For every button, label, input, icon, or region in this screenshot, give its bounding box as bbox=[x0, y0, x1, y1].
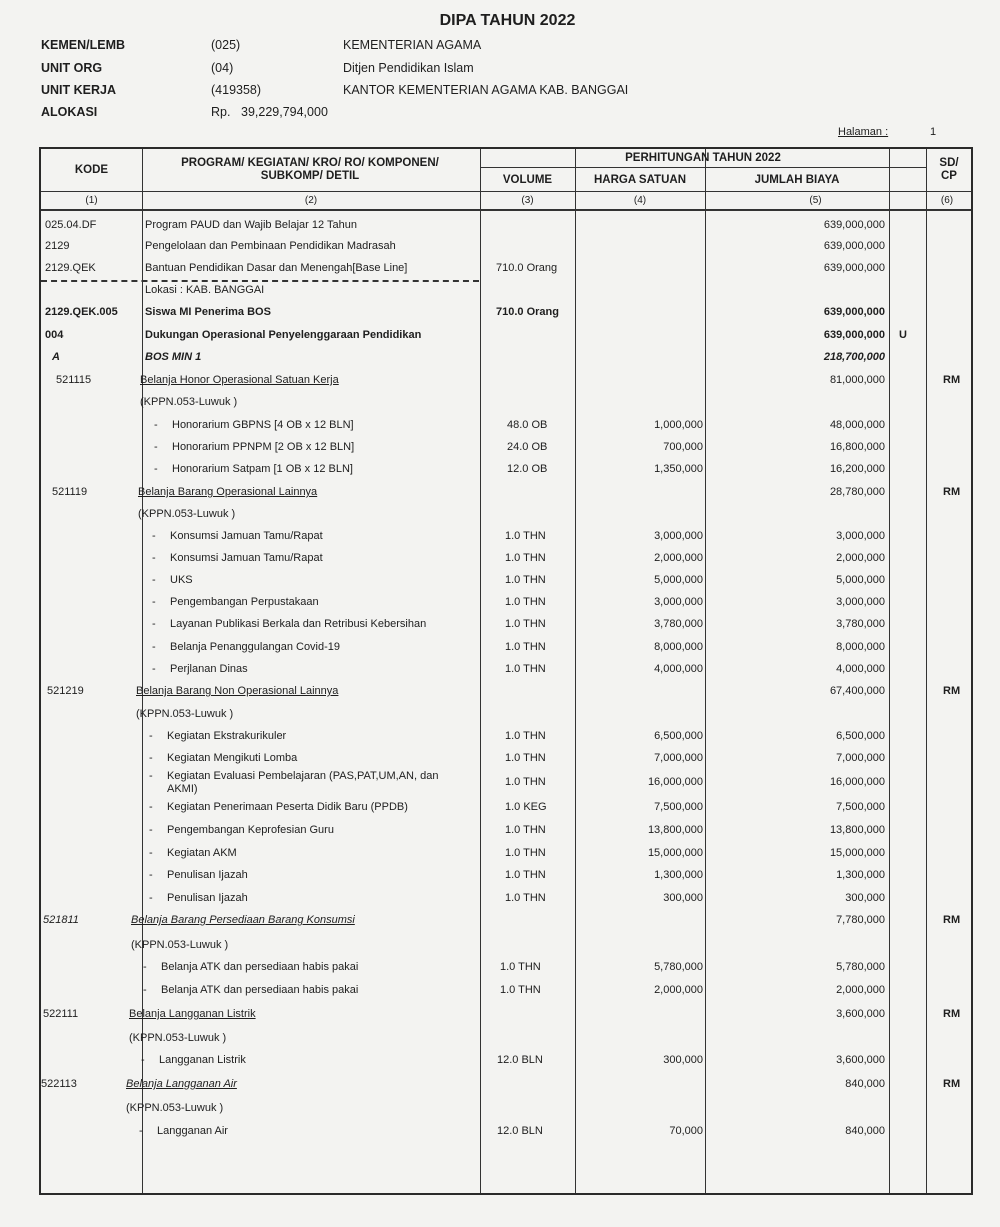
header-label: UNIT ORG bbox=[41, 61, 103, 75]
cell-uraian: (KPPN.053-Luwuk ) bbox=[126, 1102, 224, 1114]
cell-volume: 1.0 THN bbox=[505, 730, 546, 742]
cell-flag: U bbox=[899, 329, 907, 341]
cell-harga: 13,800,000 bbox=[647, 824, 703, 836]
cell-uraian: - UKS bbox=[170, 574, 193, 587]
cell-volume: 1.0 THN bbox=[505, 892, 546, 904]
colnum-4: (4) bbox=[633, 195, 647, 206]
cell-uraian: - Layanan Publikasi Berkala dan Retribusi Kebersihan bbox=[170, 618, 426, 631]
cell-kode: A bbox=[52, 351, 60, 363]
header-label: UNIT KERJA bbox=[41, 83, 117, 97]
cell-jumlah: 5,000,000 bbox=[836, 574, 885, 586]
cell-jumlah: 67,400,000 bbox=[829, 685, 885, 697]
colnum-6: (6) bbox=[940, 195, 954, 206]
cell-uraian: (KPPN.053-Luwuk ) bbox=[136, 708, 234, 720]
cell-volume: 1.0 THN bbox=[505, 824, 546, 836]
cell-volume: 1.0 THN bbox=[505, 530, 546, 542]
th-jumlah: JUMLAH BIAYA bbox=[754, 173, 840, 186]
cell-jumlah: 81,000,000 bbox=[829, 374, 885, 386]
cell-volume: 1.0 THN bbox=[505, 574, 546, 586]
cell-uraian: - Kegiatan Evaluasi Pembelajaran (PAS,PAT,UM,AN, dan AKMI) bbox=[167, 770, 457, 796]
cell-jumlah: 1,300,000 bbox=[836, 869, 885, 881]
cell-harga: 4,000,000 bbox=[654, 663, 703, 675]
cell-jumlah: 3,000,000 bbox=[836, 530, 885, 542]
header-label: ALOKASI bbox=[41, 105, 98, 119]
cell-uraian: - Pengembangan Keprofesian Guru bbox=[167, 824, 334, 837]
cell-uraian: - Kegiatan AKM bbox=[167, 847, 237, 860]
cell-harga: 70,000 bbox=[669, 1125, 703, 1137]
cell-uraian: - Kegiatan Ekstrakurikuler bbox=[167, 730, 286, 743]
cell-jumlah: 7,780,000 bbox=[836, 914, 885, 926]
cell-volume: 12.0 OB bbox=[507, 463, 548, 475]
cell-uraian: - Pengembangan Perpustakaan bbox=[170, 596, 319, 609]
cell-harga: 3,000,000 bbox=[654, 530, 703, 542]
cell-uraian: - Kegiatan Penerimaan Peserta Didik Baru (PPDB) bbox=[167, 801, 408, 814]
cell-jumlah: 15,000,000 bbox=[829, 847, 885, 859]
cell-harga: 2,000,000 bbox=[654, 984, 703, 996]
cell-kode: 521219 bbox=[47, 685, 84, 697]
cell-volume: 1.0 THN bbox=[505, 869, 546, 881]
cell-kode: 522111 bbox=[43, 1008, 79, 1020]
cell-volume: 1.0 KEG bbox=[505, 801, 547, 813]
cell-jumlah: 6,500,000 bbox=[836, 730, 885, 742]
cell-jumlah: 7,500,000 bbox=[836, 801, 885, 813]
header-unit-org bbox=[41, 61, 741, 75]
cell-jumlah: 3,600,000 bbox=[836, 1008, 885, 1020]
header-value: Ditjen Pendidikan Islam bbox=[343, 61, 474, 75]
page-number bbox=[838, 126, 937, 138]
cell-harga: 5,780,000 bbox=[654, 961, 703, 973]
cell-volume: 12.0 BLN bbox=[497, 1125, 543, 1137]
page-number-value: 1 bbox=[930, 126, 937, 138]
cell-jumlah: 8,000,000 bbox=[836, 641, 885, 653]
cell-jumlah: 2,000,000 bbox=[836, 552, 885, 564]
cell-uraian: - Konsumsi Jamuan Tamu/Rapat bbox=[170, 530, 323, 543]
cell-uraian: Siswa MI Penerima BOS bbox=[145, 306, 271, 318]
cell-jumlah: 4,000,000 bbox=[836, 663, 885, 675]
cell-kode: 2129 bbox=[45, 240, 70, 252]
header-label: KEMEN/LEMB bbox=[41, 38, 126, 52]
cell-jumlah: 2,000,000 bbox=[836, 984, 885, 996]
cell-sdcp: RM bbox=[943, 374, 961, 386]
cell-uraian: - Honorarium PPNPM [2 OB x 12 BLN] bbox=[172, 441, 354, 454]
cell-jumlah: 16,200,000 bbox=[829, 463, 885, 475]
cell-uraian: Program PAUD dan Wajib Belajar 12 Tahun bbox=[145, 219, 357, 231]
cell-volume: 1.0 THN bbox=[500, 984, 541, 996]
col-divider bbox=[705, 149, 706, 1193]
cell-uraian: Belanja Honor Operasional Satuan Kerja bbox=[140, 374, 339, 386]
cell-harga: 2,000,000 bbox=[654, 552, 703, 564]
header-value: 39,229,794,000 bbox=[241, 105, 328, 119]
cell-uraian: - Belanja ATK dan persediaan habis pakai bbox=[161, 984, 358, 997]
col-divider bbox=[926, 149, 927, 1193]
cell-kode: 521119 bbox=[52, 486, 88, 498]
cell-jumlah: 639,000,000 bbox=[823, 306, 885, 318]
cell-harga: 3,780,000 bbox=[654, 618, 703, 630]
cell-volume: 1.0 THN bbox=[505, 552, 546, 564]
cell-uraian: - Penulisan Ijazah bbox=[167, 869, 248, 882]
cell-jumlah: 16,800,000 bbox=[829, 441, 885, 453]
cell-uraian: (KPPN.053-Luwuk ) bbox=[129, 1032, 227, 1044]
cell-volume: 24.0 OB bbox=[507, 441, 548, 453]
cell-uraian: - Honorarium Satpam [1 OB x 12 BLN] bbox=[172, 463, 353, 476]
cell-jumlah: 16,000,000 bbox=[829, 776, 885, 788]
colnum-2: (2) bbox=[304, 195, 318, 206]
cell-uraian: Belanja Barang Persediaan Barang Konsumsi bbox=[131, 914, 355, 926]
cell-uraian: Belanja Barang Non Operasional Lainnya bbox=[136, 685, 339, 697]
col-divider bbox=[575, 149, 576, 1193]
cell-harga: 1,300,000 bbox=[654, 869, 703, 881]
cell-kode: 522113 bbox=[41, 1078, 77, 1090]
cell-sdcp: RM bbox=[943, 685, 961, 697]
cell-uraian: Lokasi : KAB. BANGGAI bbox=[145, 284, 265, 296]
cell-volume: 1.0 THN bbox=[505, 663, 546, 675]
cell-jumlah: 639,000,000 bbox=[823, 219, 885, 231]
th-harga: HARGA SATUAN bbox=[594, 173, 686, 186]
cell-harga: 3,000,000 bbox=[654, 596, 703, 608]
header-value: KEMENTERIAN AGAMA bbox=[343, 38, 482, 52]
header-value: KANTOR KEMENTERIAN AGAMA KAB. BANGGAI bbox=[343, 83, 629, 97]
cell-volume: 710.0 Orang bbox=[496, 306, 559, 318]
cell-uraian: Belanja Barang Operasional Lainnya bbox=[138, 486, 318, 498]
cell-uraian: - Kegiatan Mengikuti Lomba bbox=[167, 752, 297, 765]
header-kemen bbox=[41, 38, 741, 52]
cell-jumlah: 300,000 bbox=[845, 892, 885, 904]
cell-volume: 1.0 THN bbox=[505, 752, 546, 764]
cell-jumlah: 3,600,000 bbox=[836, 1054, 885, 1066]
cell-uraian: Bantuan Pendidikan Dasar dan Menengah[Base Line] bbox=[145, 262, 408, 274]
cell-uraian: - Penulisan Ijazah bbox=[167, 892, 248, 905]
cell-kode: 2129.QEK.005 bbox=[45, 306, 118, 318]
cell-sdcp: RM bbox=[943, 1008, 961, 1020]
cell-uraian: - Langganan Listrik bbox=[159, 1054, 246, 1067]
cell-uraian: BOS MIN 1 bbox=[145, 351, 202, 363]
header-code: (025) bbox=[211, 38, 241, 52]
cell-kode: 2129.QEK bbox=[45, 262, 96, 274]
cell-jumlah: 3,000,000 bbox=[836, 596, 885, 608]
header-code: Rp. bbox=[211, 105, 231, 119]
cell-harga: 1,000,000 bbox=[654, 419, 703, 431]
cell-uraian: - Langganan Air bbox=[157, 1125, 228, 1138]
cell-volume: 48.0 OB bbox=[507, 419, 548, 431]
cell-harga: 1,350,000 bbox=[654, 463, 703, 475]
cell-harga: 7,000,000 bbox=[654, 752, 703, 764]
cell-uraian: - Perjlanan Dinas bbox=[170, 663, 248, 676]
th-volume: VOLUME bbox=[502, 173, 553, 186]
cell-uraian: (KPPN.053-Luwuk ) bbox=[138, 508, 236, 520]
cell-harga: 15,000,000 bbox=[647, 847, 703, 859]
cell-jumlah: 3,780,000 bbox=[836, 618, 885, 630]
cell-uraian: - Belanja Penanggulangan Covid-19 bbox=[170, 641, 340, 654]
th-kode: KODE bbox=[74, 163, 109, 176]
colnum-1: (1) bbox=[85, 195, 98, 206]
cell-jumlah: 639,000,000 bbox=[823, 329, 885, 341]
cell-volume: 1.0 THN bbox=[500, 961, 541, 973]
cell-uraian: - Belanja ATK dan persediaan habis pakai bbox=[161, 961, 358, 974]
cell-kode: 521811 bbox=[43, 914, 79, 926]
cell-uraian: Belanja Langganan Air bbox=[126, 1078, 237, 1090]
cell-kode: 004 bbox=[45, 329, 64, 341]
cell-harga: 700,000 bbox=[663, 441, 703, 453]
cell-uraian: (KPPN.053-Luwuk ) bbox=[140, 396, 238, 408]
cell-volume: 1.0 THN bbox=[505, 596, 546, 608]
cell-uraian: Belanja Langganan Listrik bbox=[129, 1008, 256, 1020]
cell-volume: 1.0 THN bbox=[505, 776, 546, 788]
cell-uraian: - Honorarium GBPNS [4 OB x 12 BLN] bbox=[172, 419, 354, 432]
cell-volume: 710.0 Orang bbox=[496, 262, 558, 274]
header-alokasi bbox=[41, 105, 741, 119]
cell-uraian: Dukungan Operasional Penyelenggaraan Pendidikan bbox=[145, 329, 422, 341]
cell-sdcp: RM bbox=[943, 1078, 961, 1090]
cell-harga: 5,000,000 bbox=[654, 574, 703, 586]
cell-jumlah: 840,000 bbox=[845, 1125, 885, 1137]
cell-jumlah: 639,000,000 bbox=[823, 240, 885, 252]
header-code: (04) bbox=[211, 61, 234, 75]
cell-harga: 300,000 bbox=[663, 1054, 703, 1066]
cell-sdcp: RM bbox=[943, 914, 961, 926]
cell-volume: 1.0 THN bbox=[505, 847, 546, 859]
cell-jumlah: 13,800,000 bbox=[829, 824, 885, 836]
document-title: DIPA TAHUN 2022 bbox=[439, 12, 576, 29]
cell-sdcp: RM bbox=[943, 486, 961, 498]
cell-jumlah: 218,700,000 bbox=[823, 351, 885, 363]
cell-harga: 7,500,000 bbox=[654, 801, 703, 813]
cell-harga: 16,000,000 bbox=[647, 776, 703, 788]
header-unit-kerja bbox=[41, 83, 741, 97]
dashed-separator bbox=[41, 280, 479, 282]
col-divider bbox=[889, 149, 890, 1193]
cell-volume: 1.0 THN bbox=[505, 641, 546, 653]
cell-harga: 300,000 bbox=[663, 892, 703, 904]
header-code: (419358) bbox=[211, 83, 262, 97]
cell-kode: 521115 bbox=[56, 374, 92, 386]
cell-volume: 12.0 BLN bbox=[497, 1054, 543, 1066]
col-divider bbox=[480, 149, 481, 1193]
page-number-label: Halaman : bbox=[838, 126, 889, 138]
cell-jumlah: 48,000,000 bbox=[829, 419, 885, 431]
colnum-5: (5) bbox=[809, 195, 822, 206]
th-sdcp: SD/ CP bbox=[939, 157, 959, 182]
cell-volume: 1.0 THN bbox=[505, 618, 546, 630]
cell-jumlah: 28,780,000 bbox=[829, 486, 885, 498]
cell-uraian: (KPPN.053-Luwuk ) bbox=[131, 939, 229, 951]
cell-harga: 6,500,000 bbox=[654, 730, 703, 742]
cell-harga: 8,000,000 bbox=[654, 641, 703, 653]
cell-kode: 025.04.DF bbox=[45, 219, 97, 231]
cell-uraian: Pengelolaan dan Pembinaan Pendidikan Madrasah bbox=[145, 240, 396, 252]
th-uraian: PROGRAM/ KEGIATAN/ KRO/ RO/ KOMPONEN/ SUBKOMP/ DETIL bbox=[181, 157, 439, 182]
colnum-3: (3) bbox=[521, 195, 534, 206]
cell-jumlah: 7,000,000 bbox=[836, 752, 885, 764]
cell-jumlah: 5,780,000 bbox=[836, 961, 885, 973]
cell-jumlah: 840,000 bbox=[845, 1078, 885, 1090]
th-perhitungan: PERHITUNGAN TAHUN 2022 bbox=[625, 151, 781, 164]
header-rule bbox=[41, 209, 971, 211]
cell-uraian: - Konsumsi Jamuan Tamu/Rapat bbox=[170, 552, 323, 565]
cell-jumlah: 639,000,000 bbox=[823, 262, 885, 274]
